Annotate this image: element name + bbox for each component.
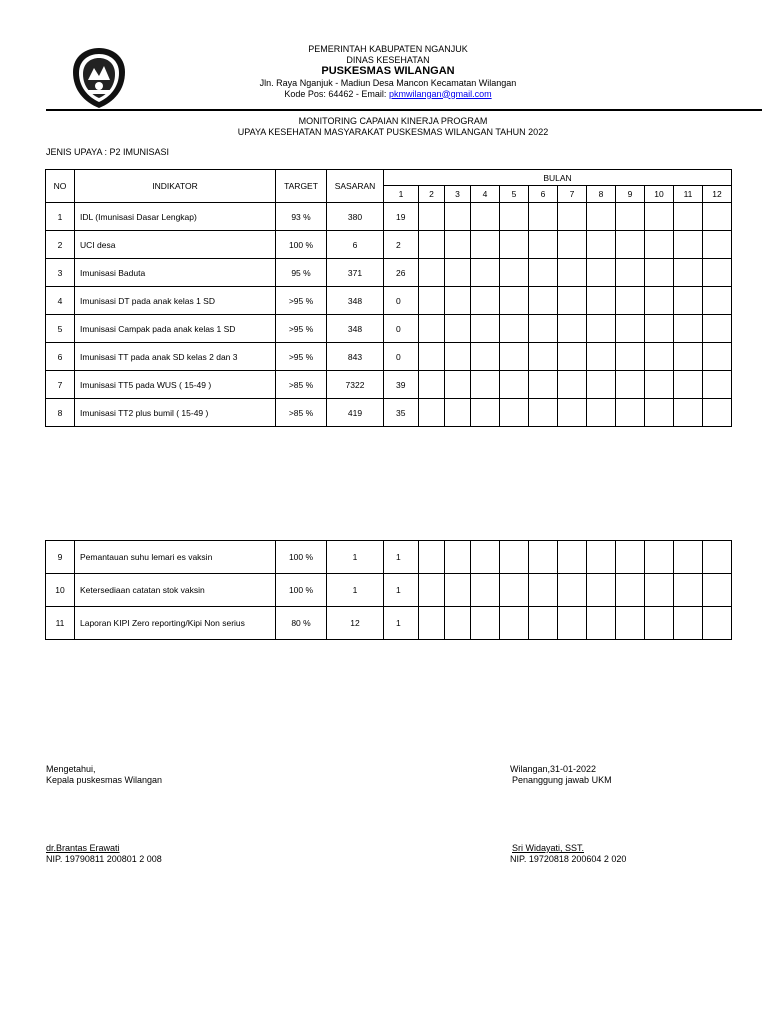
header-month-8: 8 [587, 186, 616, 203]
header-divider [46, 109, 762, 111]
header-month-5: 5 [500, 186, 529, 203]
header-indikator: INDIKATOR [75, 170, 276, 203]
jenis-upaya: JENIS UPAYA : P2 IMUNISASI [46, 147, 170, 157]
cell-month-12 [703, 607, 732, 640]
cell-no: 4 [46, 287, 75, 315]
cell-month-6 [529, 203, 558, 231]
table-row [46, 399, 732, 427]
cell-month-12 [703, 287, 732, 315]
cell-month-7 [558, 574, 587, 607]
cell-target: 80 % [276, 607, 327, 640]
cell-month-4 [471, 203, 500, 231]
cell-month-7 [558, 399, 587, 427]
header-bulan: BULAN [384, 170, 732, 186]
cell-month-10 [645, 371, 674, 399]
cell-month-8 [587, 541, 616, 574]
cell-month-9 [616, 287, 645, 315]
cell-month-3 [445, 399, 471, 427]
cell-month-7 [558, 541, 587, 574]
cell-no: 2 [46, 231, 75, 259]
cell-month-6 [529, 399, 558, 427]
cell-month-8 [587, 287, 616, 315]
cell-no: 8 [46, 399, 75, 427]
cell-month-2 [419, 231, 445, 259]
cell-month-7 [558, 315, 587, 343]
cell-sasaran: 419 [327, 399, 384, 427]
cell-month-1: 0 [384, 287, 419, 315]
cell-month-10 [645, 203, 674, 231]
header-month-11: 11 [674, 186, 703, 203]
cell-month-5 [500, 607, 529, 640]
sig-left-name: dr.Brantas Erawati [46, 843, 120, 853]
cell-month-7 [558, 607, 587, 640]
cell-month-11 [674, 607, 703, 640]
cell-month-1: 19 [384, 203, 419, 231]
cell-month-12 [703, 371, 732, 399]
table-row [46, 315, 732, 343]
cell-month-9 [616, 203, 645, 231]
cell-month-4 [471, 399, 500, 427]
main-indicator-table [45, 169, 732, 427]
cell-month-7 [558, 259, 587, 287]
header-month-7: 7 [558, 186, 587, 203]
cell-month-9 [616, 607, 645, 640]
cell-month-1: 35 [384, 399, 419, 427]
cell-month-3 [445, 259, 471, 287]
cell-month-8 [587, 315, 616, 343]
cell-month-8 [587, 607, 616, 640]
cell-sasaran: 348 [327, 315, 384, 343]
cell-month-6 [529, 287, 558, 315]
cell-month-12 [703, 203, 732, 231]
cell-month-8 [587, 343, 616, 371]
cell-month-4 [471, 371, 500, 399]
cell-month-12 [703, 315, 732, 343]
header-no: NO [46, 170, 75, 203]
cell-month-2 [419, 399, 445, 427]
cell-no: 11 [46, 607, 75, 640]
cell-month-11 [674, 315, 703, 343]
cell-month-6 [529, 259, 558, 287]
cell-month-2 [419, 371, 445, 399]
cell-target: 100 % [276, 574, 327, 607]
cell-month-2 [419, 574, 445, 607]
cell-month-6 [529, 541, 558, 574]
cell-month-8 [587, 371, 616, 399]
cell-month-1: 2 [384, 231, 419, 259]
cell-month-9 [616, 315, 645, 343]
letterhead-postal [8, 89, 768, 100]
email-link[interactable]: pkmwilangan@gmail.com [388, 88, 492, 99]
cell-target: >95 % [276, 315, 327, 343]
cell-month-6 [529, 574, 558, 607]
cell-sasaran: 371 [327, 259, 384, 287]
cell-indikator: Ketersediaan catatan stok vaksin [75, 574, 276, 607]
cell-month-8 [587, 259, 616, 287]
cell-indikator: IDL (Imunisasi Dasar Lengkap) [75, 203, 276, 231]
cell-month-10 [645, 287, 674, 315]
cell-target: 95 % [276, 259, 327, 287]
cell-month-4 [471, 315, 500, 343]
cell-month-12 [703, 343, 732, 371]
cell-indikator: Laporan KIPI Zero reporting/Kipi Non serius [75, 607, 276, 640]
cell-sasaran: 1 [327, 541, 384, 574]
cell-sasaran: 6 [327, 231, 384, 259]
cell-month-5 [500, 399, 529, 427]
cell-month-12 [703, 541, 732, 574]
cell-month-5 [500, 371, 529, 399]
header-month-9: 9 [616, 186, 645, 203]
cell-month-7 [558, 231, 587, 259]
header-month-2: 2 [419, 186, 445, 203]
cell-month-10 [645, 231, 674, 259]
cell-month-9 [616, 574, 645, 607]
cell-sasaran: 1 [327, 574, 384, 607]
cell-month-2 [419, 315, 445, 343]
signature-right-name [512, 843, 626, 864]
cell-month-8 [587, 203, 616, 231]
cell-month-1: 26 [384, 259, 419, 287]
cell-month-4 [471, 574, 500, 607]
cell-month-11 [674, 399, 703, 427]
table-row [46, 607, 732, 640]
cell-month-1: 39 [384, 371, 419, 399]
cell-indikator: Imunisasi TT pada anak SD kelas 2 dan 3 [75, 343, 276, 371]
cell-month-10 [645, 343, 674, 371]
cell-no: 9 [46, 541, 75, 574]
table-row [46, 259, 732, 287]
table-row [46, 574, 732, 607]
cell-month-7 [558, 343, 587, 371]
letterhead-line2: DINAS KESEHATAN [346, 54, 430, 65]
extra-indicator-table [45, 540, 732, 640]
signature-left [46, 764, 162, 785]
cell-month-7 [558, 203, 587, 231]
cell-month-9 [616, 371, 645, 399]
cell-month-1: 0 [384, 315, 419, 343]
cell-month-2 [419, 203, 445, 231]
cell-month-5 [500, 343, 529, 371]
table-row [46, 371, 732, 399]
cell-indikator: Imunisasi Baduta [75, 259, 276, 287]
cell-month-12 [703, 231, 732, 259]
cell-month-6 [529, 371, 558, 399]
cell-target: >85 % [276, 399, 327, 427]
cell-month-1: 0 [384, 343, 419, 371]
cell-sasaran: 843 [327, 343, 384, 371]
cell-month-9 [616, 343, 645, 371]
table-row [46, 541, 732, 574]
cell-month-5 [500, 574, 529, 607]
cell-no: 10 [46, 574, 75, 607]
cell-target: >95 % [276, 343, 327, 371]
cell-sasaran: 348 [327, 287, 384, 315]
cell-target: >95 % [276, 287, 327, 315]
cell-month-6 [529, 607, 558, 640]
cell-target: 93 % [276, 203, 327, 231]
cell-target: 100 % [276, 231, 327, 259]
header-month-12: 12 [703, 186, 732, 203]
cell-month-3 [445, 371, 471, 399]
letterhead [0, 44, 768, 99]
cell-month-11 [674, 371, 703, 399]
cell-month-8 [587, 231, 616, 259]
cell-month-5 [500, 287, 529, 315]
header-sasaran: SASARAN [327, 170, 384, 203]
cell-month-3 [445, 607, 471, 640]
letterhead-line1: PEMERINTAH KABUPATEN NGANJUK [308, 44, 468, 54]
cell-month-9 [616, 259, 645, 287]
cell-month-4 [471, 607, 500, 640]
cell-no: 1 [46, 203, 75, 231]
header-month-3: 3 [445, 186, 471, 203]
cell-month-10 [645, 399, 674, 427]
cell-indikator: Imunisasi TT2 plus bumil ( 15-49 ) [75, 399, 276, 427]
header-month-10: 10 [645, 186, 674, 203]
cell-indikator: UCI desa [75, 231, 276, 259]
cell-no: 6 [46, 343, 75, 371]
cell-month-11 [674, 343, 703, 371]
cell-indikator: Pemantauan suhu lemari es vaksin [75, 541, 276, 574]
cell-month-5 [500, 203, 529, 231]
cell-month-11 [674, 541, 703, 574]
cell-indikator: Imunisasi TT5 pada WUS ( 15-49 ) [75, 371, 276, 399]
cell-month-11 [674, 231, 703, 259]
cell-month-12 [703, 399, 732, 427]
cell-month-1: 1 [384, 574, 419, 607]
header-month-4: 4 [471, 186, 500, 203]
signature-right [510, 764, 612, 785]
cell-month-9 [616, 399, 645, 427]
cell-month-2 [419, 287, 445, 315]
cell-month-4 [471, 231, 500, 259]
cell-month-2 [419, 607, 445, 640]
cell-month-7 [558, 371, 587, 399]
cell-month-3 [445, 343, 471, 371]
title-line1: MONITORING CAPAIAN KINERJA PROGRAM [298, 116, 488, 126]
cell-month-11 [674, 259, 703, 287]
cell-month-10 [645, 574, 674, 607]
cell-month-12 [703, 259, 732, 287]
cell-month-5 [500, 231, 529, 259]
postal-prefix: Kode Pos: 64462 - Email: [284, 88, 389, 99]
table-row [46, 343, 732, 371]
letterhead-address: Jln. Raya Nganjuk - Madiun Desa Mancon Kecamatan Wilangan [259, 78, 517, 88]
cell-month-10 [645, 259, 674, 287]
cell-month-5 [500, 541, 529, 574]
cell-month-6 [529, 343, 558, 371]
cell-month-3 [445, 287, 471, 315]
sig-right-line2: Penanggung jawab UKM [512, 774, 612, 785]
cell-month-2 [419, 541, 445, 574]
cell-month-9 [616, 541, 645, 574]
cell-month-3 [445, 541, 471, 574]
cell-month-12 [703, 574, 732, 607]
cell-target: >85 % [276, 371, 327, 399]
cell-month-4 [471, 343, 500, 371]
cell-month-8 [587, 574, 616, 607]
header-month-1: 1 [384, 186, 419, 203]
table-row [46, 287, 732, 315]
cell-month-3 [445, 203, 471, 231]
sig-right-nip: NIP. 19720818 200604 2 020 [510, 853, 627, 864]
sig-right-line1: Wilangan,31-01-2022 [510, 764, 597, 774]
cell-month-11 [674, 287, 703, 315]
cell-month-4 [471, 287, 500, 315]
cell-indikator: Imunisasi Campak pada anak kelas 1 SD [75, 315, 276, 343]
signature-left-name [46, 843, 162, 864]
header-target: TARGET [276, 170, 327, 203]
table-row [46, 231, 732, 259]
cell-month-5 [500, 315, 529, 343]
cell-month-10 [645, 541, 674, 574]
cell-month-3 [445, 231, 471, 259]
cell-month-10 [645, 607, 674, 640]
cell-no: 7 [46, 371, 75, 399]
title-line2: UPAYA KESEHATAN MASYARAKAT PUSKESMAS WILANGAN TAHUN 2022 [237, 126, 549, 137]
cell-month-3 [445, 315, 471, 343]
cell-month-4 [471, 259, 500, 287]
cell-month-1: 1 [384, 541, 419, 574]
cell-month-6 [529, 315, 558, 343]
letterhead-name: PUSKESMAS WILANGAN [321, 65, 455, 77]
header-month-6: 6 [529, 186, 558, 203]
cell-month-3 [445, 574, 471, 607]
cell-target: 100 % [276, 541, 327, 574]
cell-month-2 [419, 259, 445, 287]
cell-month-2 [419, 343, 445, 371]
sig-left-line2: Kepala puskesmas Wilangan [46, 774, 163, 785]
cell-indikator: Imunisasi DT pada anak kelas 1 SD [75, 287, 276, 315]
cell-month-9 [616, 231, 645, 259]
table-row [46, 203, 732, 231]
cell-sasaran: 12 [327, 607, 384, 640]
cell-month-6 [529, 231, 558, 259]
cell-month-11 [674, 203, 703, 231]
sig-left-line1: Mengetahui, [46, 764, 96, 774]
cell-month-5 [500, 259, 529, 287]
sig-right-name: Sri Widayati, SST. [512, 843, 585, 853]
sig-left-nip: NIP. 19790811 200801 2 008 [46, 853, 162, 864]
cell-month-8 [587, 399, 616, 427]
document-title [0, 116, 768, 137]
cell-month-10 [645, 315, 674, 343]
cell-month-4 [471, 541, 500, 574]
cell-no: 5 [46, 315, 75, 343]
cell-sasaran: 7322 [327, 371, 384, 399]
cell-no: 3 [46, 259, 75, 287]
cell-sasaran: 380 [327, 203, 384, 231]
cell-month-7 [558, 287, 587, 315]
cell-month-1: 1 [384, 607, 419, 640]
cell-month-11 [674, 574, 703, 607]
